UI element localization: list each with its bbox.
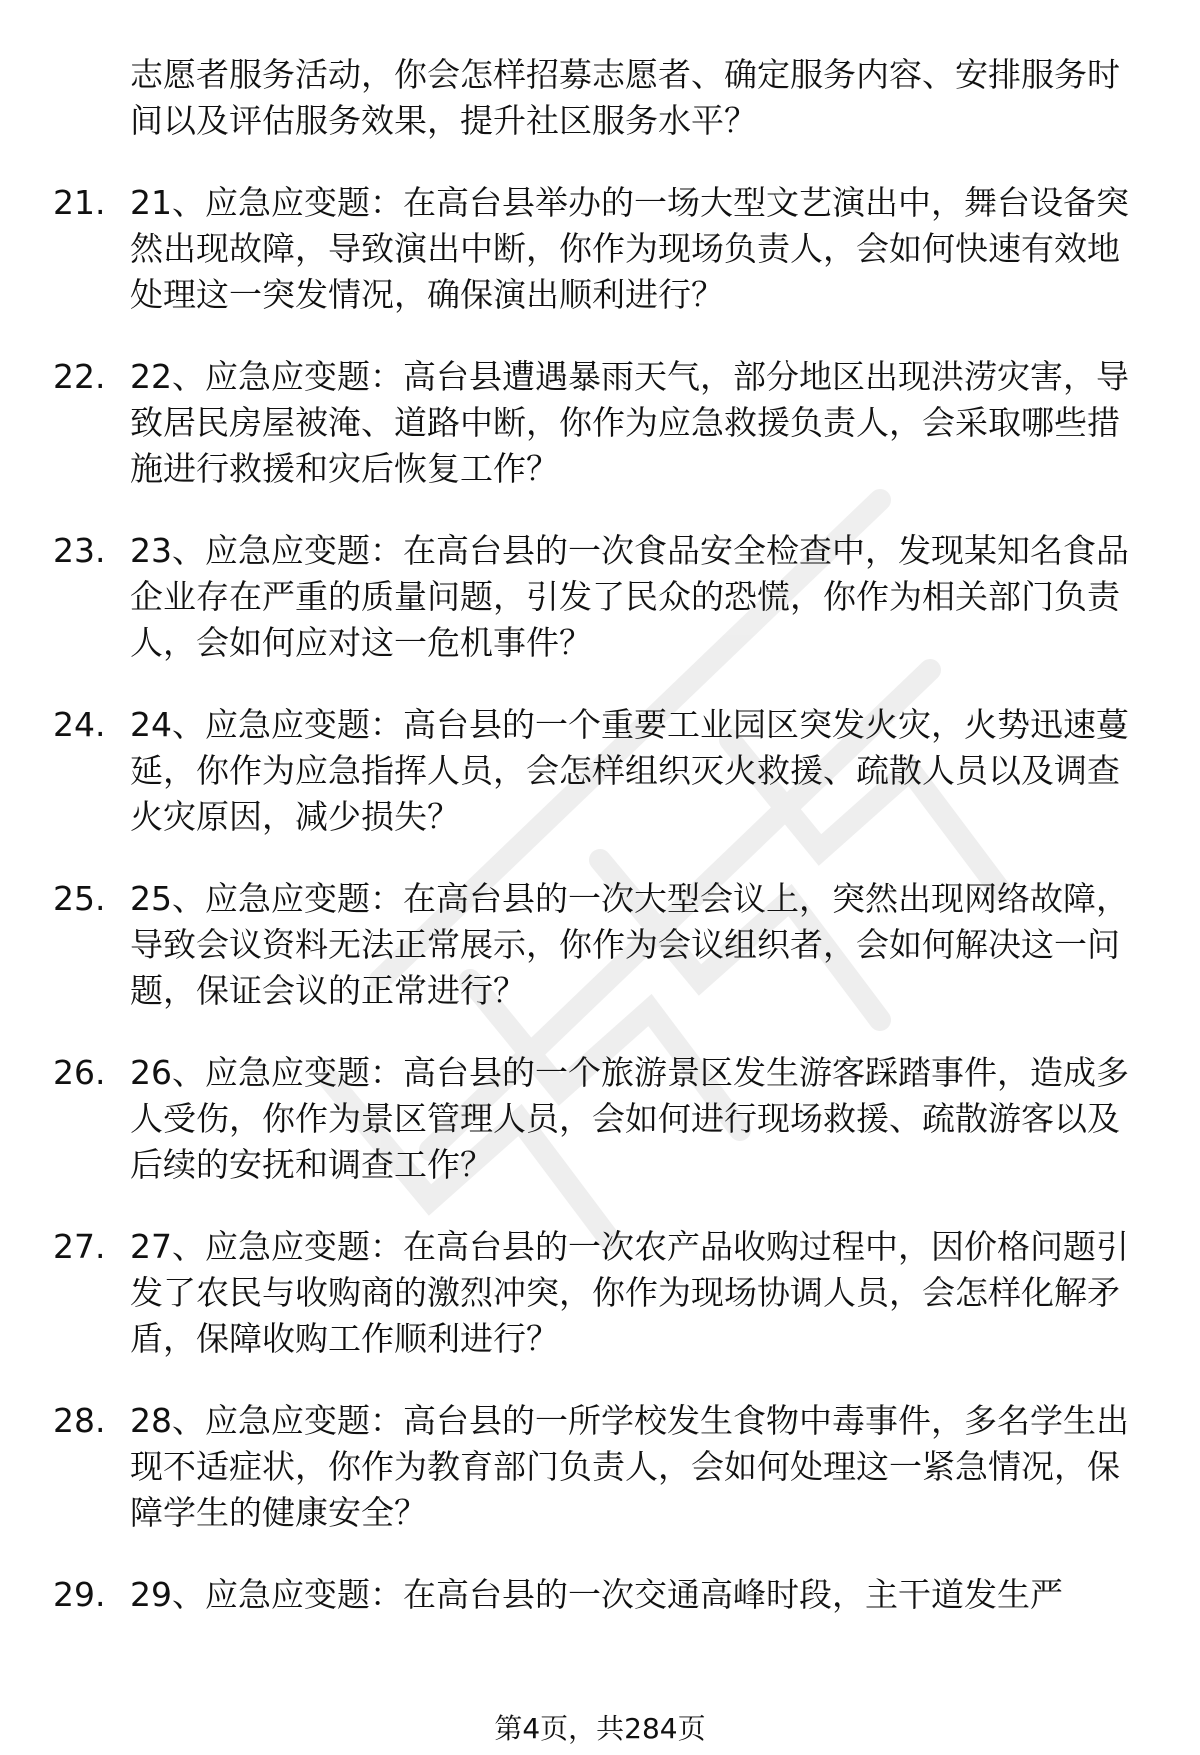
item-text: 22、应急应变题：高台县遭遇暴雨天气，部分地区出现洪涝灾害，导致居民房屋被淹、道路中断，你作为应急救援负责人，会采取哪些措施进行救援和灾后恢复工作？	[130, 357, 1129, 488]
list-item	[0, 354, 1200, 492]
question-list	[0, 52, 1200, 1618]
item-text: 26、应急应变题：高台县的一个旅游景区发生游客踩踏事件，造成多人受伤，你作为景区管理人员，会如何进行现场救援、疏散游客以及后续的安抚和调查工作？	[130, 1053, 1129, 1184]
item-text: 28、应急应变题：高台县的一所学校发生食物中毒事件，多名学生出现不适症状，你作为教育部门负责人，会如何处理这一紧急情况，保障学生的健康安全？	[130, 1401, 1129, 1532]
list-item	[0, 1572, 1200, 1618]
list-item	[0, 702, 1200, 840]
item-text: 23、应急应变题：在高台县的一次食品安全检查中，发现某知名食品企业存在严重的质量问题，引发了民众的恐慌，你作为相关部门负责人，会如何应对这一危机事件？	[130, 531, 1129, 662]
item-text: 27、应急应变题：在高台县的一次农产品收购过程中，因价格问题引发了农民与收购商的激烈冲突，你作为现场协调人员，会怎样化解矛盾，保障收购工作顺利进行？	[130, 1227, 1129, 1358]
list-item	[0, 180, 1200, 318]
page-footer: 第4页，共284页	[494, 1712, 706, 1745]
item-number: 27.	[53, 1227, 106, 1266]
list-item	[0, 1398, 1200, 1536]
item-number: 25.	[53, 879, 106, 918]
list-item	[0, 876, 1200, 1014]
item-text: 29、应急应变题：在高台县的一次交通高峰时段，主干道发生严	[130, 1575, 1063, 1614]
lead-paragraph: 志愿者服务活动，你会怎样招募志愿者、确定服务内容、安排服务时间以及评估服务效果，提升社区服务水平？	[130, 55, 1120, 140]
item-text: 25、应急应变题：在高台县的一次大型会议上，突然出现网络故障，导致会议资料无法正常展示，你作为会议组织者，会如何解决这一问题，保证会议的正常进行？	[130, 879, 1129, 1010]
item-text: 24、应急应变题：高台县的一个重要工业园区突发火灾，火势迅速蔓延，你作为应急指挥人员，会怎样组织灭火救援、疏散人员以及调查火灾原因，减少损失？	[130, 705, 1129, 836]
list-item	[0, 1050, 1200, 1188]
item-number: 28.	[53, 1401, 106, 1440]
list-item	[0, 528, 1200, 666]
item-number: 24.	[53, 705, 106, 744]
item-text: 21、应急应变题：在高台县举办的一场大型文艺演出中，舞台设备突然出现故障，导致演出中断，你作为现场负责人，会如何快速有效地处理这一突发情况，确保演出顺利进行？	[130, 183, 1129, 314]
item-number: 22.	[53, 357, 106, 396]
item-number: 29.	[53, 1575, 106, 1614]
item-number: 26.	[53, 1053, 106, 1092]
list-item	[0, 1224, 1200, 1362]
item-number: 23.	[53, 531, 106, 570]
item-number: 21.	[53, 183, 106, 222]
